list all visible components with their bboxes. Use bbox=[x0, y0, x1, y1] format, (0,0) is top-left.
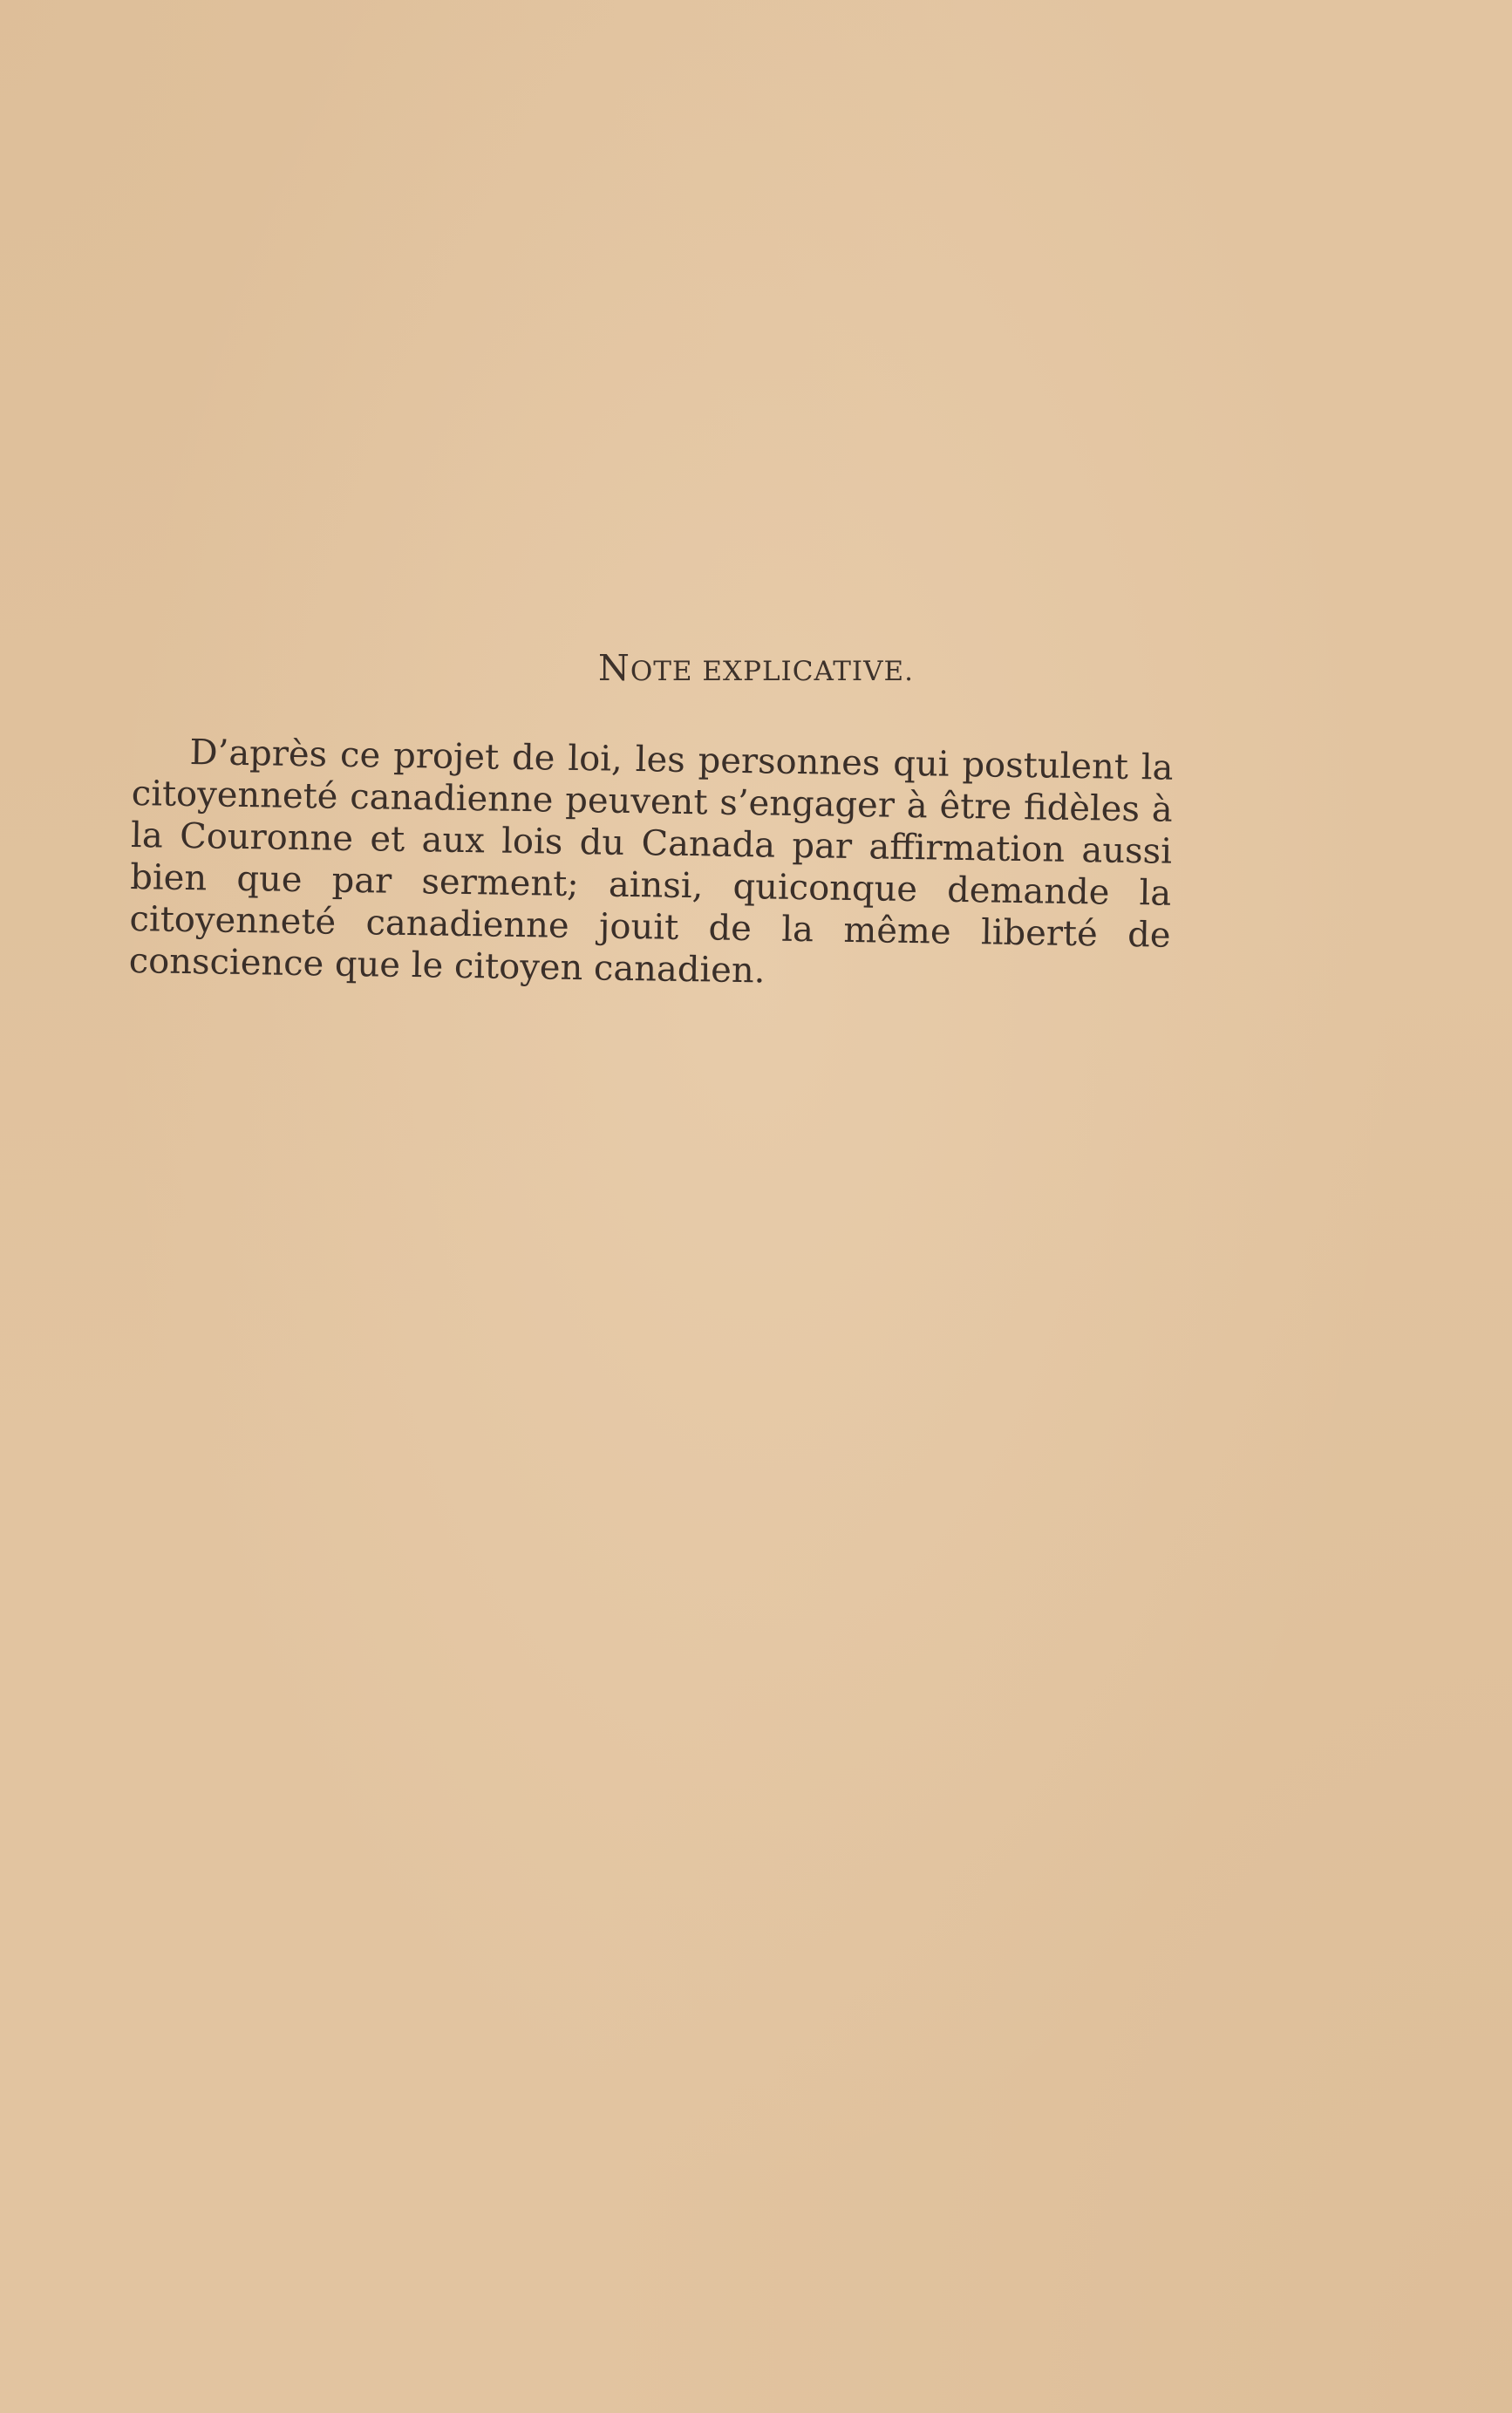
note-body-paragraph: D’après ce projet de loi, les personnes qui postulent la citoyenneté canadienne peuvent s’engager à être fidèles à la Couronne et aux lois du Canada par affirmation aussi bien que par serment; ainsi, quiconque demande la citoyenneté canadienne jouit de la même liberté de conscience que le citoyen canadien. bbox=[128, 733, 1174, 992]
note-title bbox=[0, 647, 1512, 689]
note-title-initial: N bbox=[597, 647, 630, 689]
note-title-rest: OTE EXPLICATIVE. bbox=[630, 656, 915, 687]
